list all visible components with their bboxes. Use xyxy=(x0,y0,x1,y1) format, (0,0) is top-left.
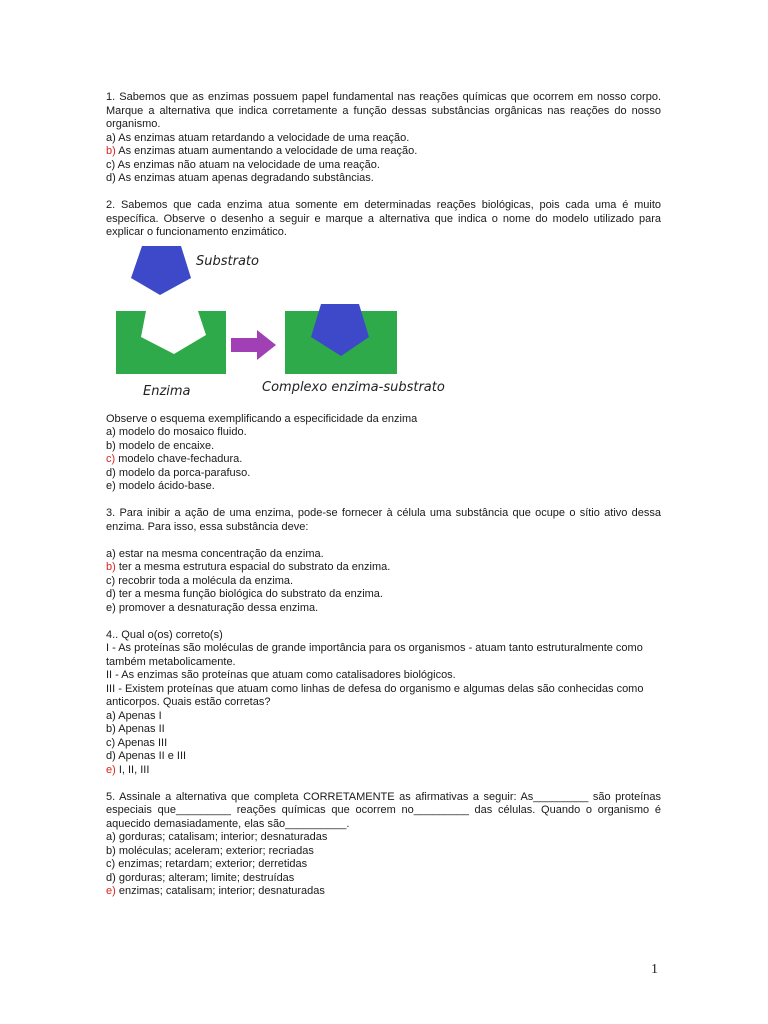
option-letter: e) xyxy=(106,601,116,614)
option-5a xyxy=(106,831,661,845)
page-number: 1 xyxy=(651,962,658,977)
option-text: As enzimas não atuam na velocidade de uma reação. xyxy=(115,158,380,171)
option-4d xyxy=(106,750,661,764)
option-5b xyxy=(106,845,661,859)
enzyme-substrate-figure xyxy=(116,242,446,402)
option-2a xyxy=(106,426,661,440)
option-text: modelo do mosaico fluido. xyxy=(115,426,247,438)
option-letter-marked-answer: c) xyxy=(106,453,116,465)
option-2d xyxy=(106,467,661,481)
option-text: estar na mesma concentração da enzima. xyxy=(115,547,324,560)
option-text: As enzimas atuam apenas degradando substâncias. xyxy=(115,172,374,184)
option-3c xyxy=(106,575,661,589)
option-letter: c) xyxy=(106,574,116,587)
option-text: enzimas; catalisam; interior; desnaturadas xyxy=(115,885,325,897)
option-5e xyxy=(106,885,661,899)
option-text: modelo chave-fechadura. xyxy=(115,453,243,465)
question-1-stem: 1. Sabemos que as enzimas possuem papel fundamental nas reações químicas que ocorrem em nosso corpo. Marque a alternativa que indica corretamente a função dessas substâncias orgânicas nas reações do nosso organismo. xyxy=(106,91,661,130)
statement-2: II - As enzimas são proteínas que atuam como catalisadores biológicos. xyxy=(106,669,456,681)
option-text: modelo da porca-parafuso. xyxy=(115,466,251,479)
option-text: moléculas; aceleram; exterior; recriadas xyxy=(115,844,314,857)
label-substrato: Substrato xyxy=(196,253,259,269)
option-letter: d) xyxy=(106,172,116,184)
option-letter: a) xyxy=(106,131,116,144)
option-text: modelo ácido-base. xyxy=(115,480,215,492)
document-page xyxy=(106,91,661,912)
option-text: gorduras; catalisam; interior; desnaturadas xyxy=(115,831,328,843)
option-letter: d) xyxy=(106,750,116,762)
option-letter: c) xyxy=(106,858,116,870)
option-1a xyxy=(106,132,661,146)
option-letter: e) xyxy=(106,480,116,492)
option-letter-marked-answer: e) xyxy=(106,763,116,776)
label-complexo: Complexo enzima-substrato xyxy=(262,379,445,395)
option-letter: b) xyxy=(106,844,116,857)
option-letter: b) xyxy=(106,723,116,735)
option-letter: a) xyxy=(106,426,116,438)
option-letter: a) xyxy=(106,831,116,843)
figure-caption: Observe o esquema exemplificando a especificidade da enzima xyxy=(106,412,418,425)
question-5 xyxy=(106,791,661,899)
option-letter-marked-answer: b) xyxy=(106,561,116,573)
option-letter: d) xyxy=(106,466,116,479)
option-1c xyxy=(106,159,661,173)
option-text: ter a mesma estrutura espacial do substrato da enzima. xyxy=(115,561,391,573)
label-enzima: Enzima xyxy=(143,383,191,399)
question-2-stem: 2. Sabemos que cada enzima atua somente em determinadas reações biológicas, pois cada uma é muito específica. Observe o desenho a seguir e marque a alternativa que indica o nome do modelo utilizado para explicar o funcionamento enzimático. xyxy=(106,199,661,238)
enzyme-diagram xyxy=(116,242,446,402)
option-2c xyxy=(106,453,661,467)
option-text: promover a desnaturação dessa enzima. xyxy=(115,601,319,614)
option-letter: d) xyxy=(106,588,116,600)
option-letter: a) xyxy=(106,709,116,722)
option-text: enzimas; retardam; exterior; derretidas xyxy=(115,858,308,870)
option-text: As enzimas atuam retardando a velocidade de uma reação. xyxy=(115,131,410,144)
option-4e xyxy=(106,764,661,778)
option-5c xyxy=(106,858,661,872)
question-2 xyxy=(106,199,661,494)
option-text: gorduras; alteram; limite; destruídas xyxy=(115,871,295,884)
option-4a xyxy=(106,710,661,724)
statement-1: I - As proteínas são moléculas de grande importância para os organismos - atuam tanto estruturalmente como também metabolicamente. xyxy=(106,642,643,668)
question-4 xyxy=(106,629,661,778)
option-3b xyxy=(106,561,661,575)
option-2b xyxy=(106,440,661,454)
option-4c xyxy=(106,737,661,751)
option-text: Apenas II e III xyxy=(115,750,187,762)
option-4b xyxy=(106,723,661,737)
question-3 xyxy=(106,507,661,615)
option-3e xyxy=(106,602,661,616)
option-1d xyxy=(106,172,661,186)
substrate-pentagon xyxy=(131,246,191,295)
option-text: Apenas II xyxy=(115,723,165,735)
option-letter: b) xyxy=(106,439,116,452)
option-letter: d) xyxy=(106,871,116,884)
option-letter: c) xyxy=(106,736,116,749)
option-letter: a) xyxy=(106,547,116,560)
option-3d xyxy=(106,588,661,602)
option-1b xyxy=(106,145,661,159)
option-letter-marked-answer: e) xyxy=(106,885,116,897)
option-letter: c) xyxy=(106,158,116,171)
option-text: modelo de encaixe. xyxy=(115,439,215,452)
question-1 xyxy=(106,91,661,186)
option-text: Apenas I xyxy=(115,709,162,722)
statement-3: III - Existem proteínas que atuam como linhas de defesa do organismo e algumas delas são conhecidas como anticorpos. Quais estão corretas? xyxy=(106,682,644,708)
option-text: ter a mesma função biológica do substrato da enzima. xyxy=(115,588,383,600)
option-letter-marked-answer: b) xyxy=(106,145,116,157)
option-2e xyxy=(106,480,661,494)
option-text: recobrir toda a molécula da enzima. xyxy=(115,574,294,587)
reaction-arrow xyxy=(231,330,276,360)
question-3-stem: 3. Para inibir a ação de uma enzima, pode-se fornecer à célula uma substância que ocupe o sítio ativo dessa enzima. Para isso, essa substância deve: xyxy=(106,507,661,533)
option-text: As enzimas atuam aumentando a velocidade de uma reação. xyxy=(115,145,418,157)
option-3a xyxy=(106,548,661,562)
option-5d xyxy=(106,872,661,886)
question-4-title: 4.. Qual o(os) correto(s) xyxy=(106,628,223,641)
question-5-stem: 5. Assinale a alternativa que completa CORRETAMENTE as afirmativas a seguir: As_________ são proteínas especiais que_________ reações químicas que ocorrem no_________ das células. Quando o organismo é aquecido demasiadamente, elas são__________. xyxy=(106,790,661,830)
option-text: Apenas III xyxy=(115,736,168,749)
option-text: I, II, III xyxy=(115,763,150,776)
